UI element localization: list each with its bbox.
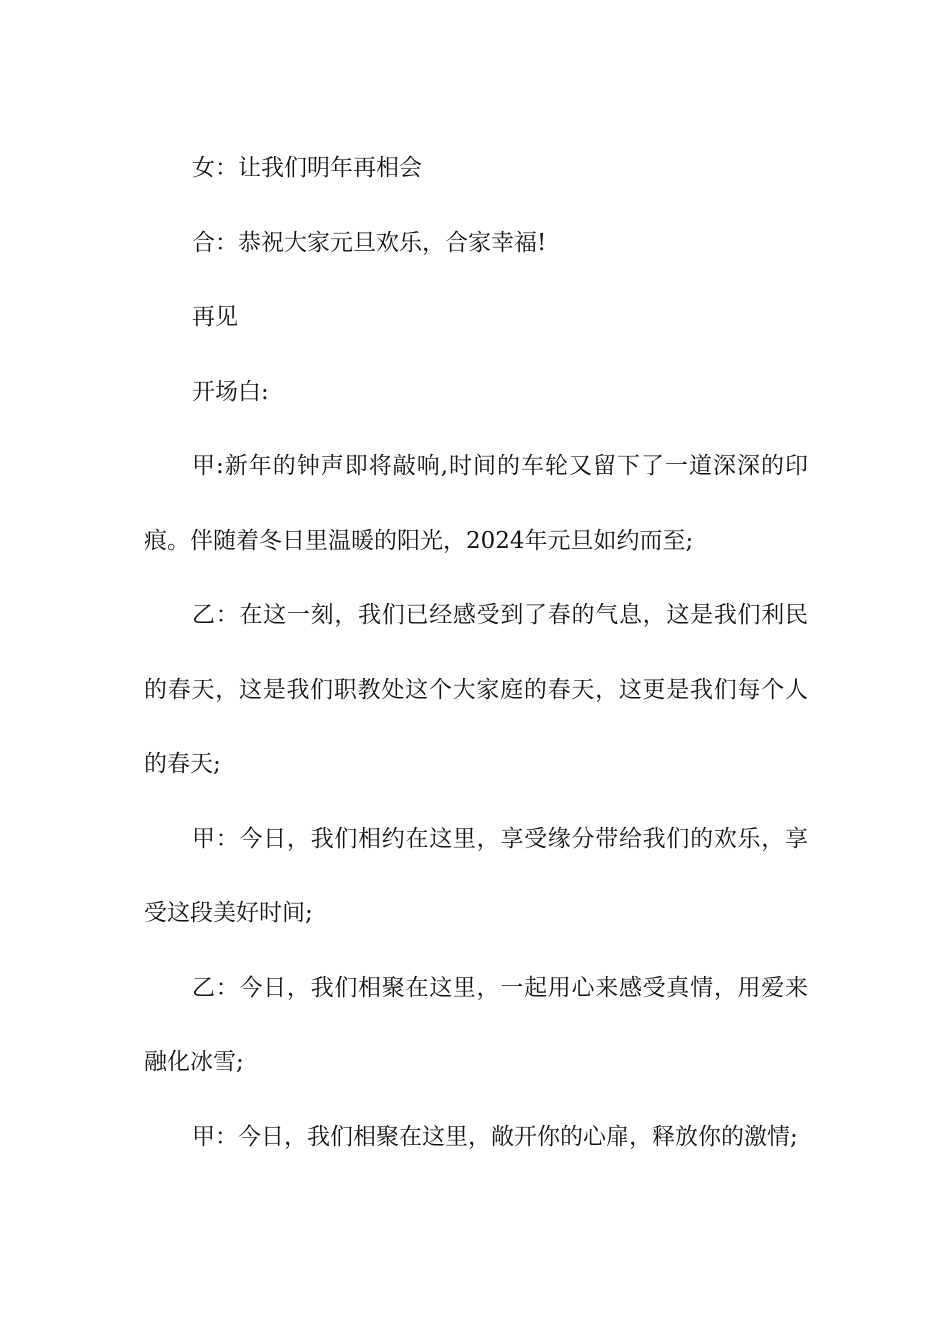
paragraph-9: 甲：今日，我们相聚在这里，敞开你的心扉，释放你的激情;: [192, 1123, 798, 1150]
document-body: [144, 131, 808, 1174]
paragraph-2: 合：恭祝大家元旦欢乐，合家幸福!: [192, 229, 547, 256]
paragraph-7: 甲：今日，我们相约在这里，享受缘分带给我们的欢乐，享受这段美好时间;: [144, 825, 808, 926]
paragraph-6: 乙：在这一刻，我们已经感受到了春的气息，这是我们利民的春天，这是我们职教处这个大家庭的春天，这更是我们每个人的春天;: [144, 602, 808, 777]
paragraph-4: 开场白:: [192, 378, 269, 405]
paragraph-8: 乙：今日，我们相聚在这里，一起用心来感受真情，用爱来融化冰雪;: [144, 974, 808, 1075]
paragraph-3: 再见: [192, 304, 238, 330]
paragraph-5: 甲:新年的钟声即将敲响,时间的车轮又留下了一道深深的印痕。伴随着冬日里温暖的阳光，2024年元旦如约而至;: [144, 453, 808, 554]
paragraph-1: 女：让我们明年再相会: [192, 155, 422, 181]
